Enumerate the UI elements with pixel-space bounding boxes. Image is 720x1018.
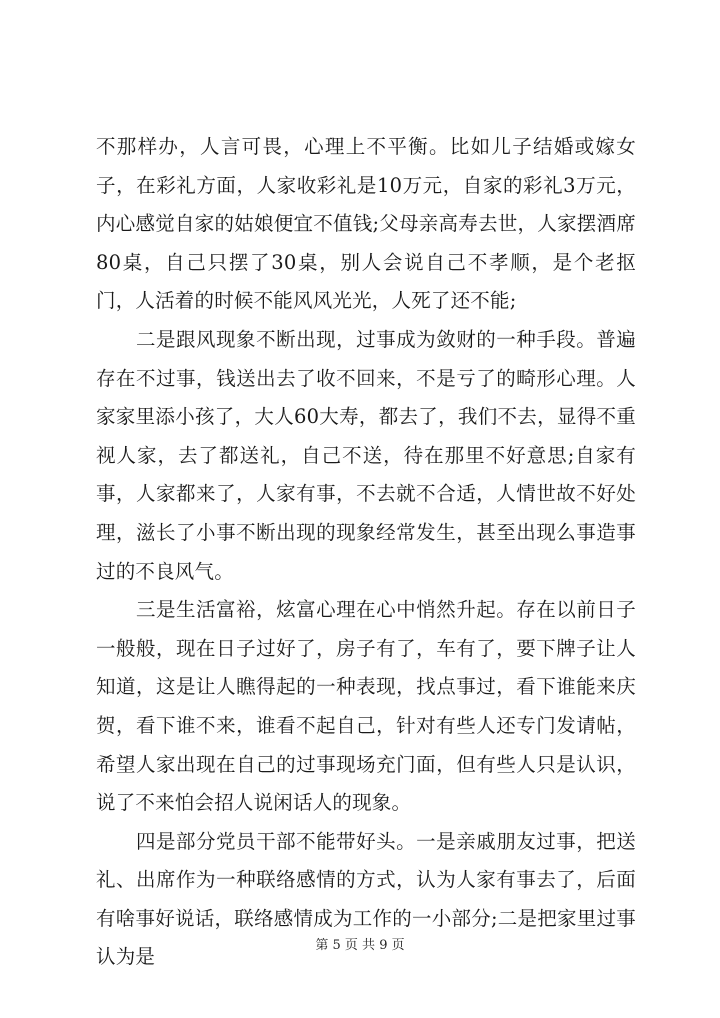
paragraph-point-two: 二是跟风现象不断出现，过事成为敛财的一种手段。普遍存在不过事，钱送出去了收不回来，不是亏了的畸形心理。人家家里添小孩了，大人60大寿，都去了，我们不去，显得不重视人家，去了都送礼，自己不送，待在那里不好意思;自家有事，人家都来了，人家有事，不去就不合适，人情世故不好处理，滋长了小事不断出现的现象经常发生，甚至出现么事造事过的不良风气。 [96,327,636,583]
document-body [96,128,636,977]
page-number-footer: 第 5 页 共 9 页 [315,938,405,953]
paragraph-point-three: 三是生活富裕，炫富心理在心中悄然升起。存在以前日子一般般，现在日子过好了，房子有了，车有了，要下牌子让人知道，这是让人瞧得起的一种表现，找点事过，看下谁能来庆贺，看下谁不来，谁看不起自己，针对有些人还专门发请帖，希望人家出现在自己的过事现场充门面，但有些人只是认识，说了不来怕会招人说闲话人的现象。 [96,598,636,815]
paragraph-continuation: 不那样办，人言可畏，心理上不平衡。比如儿子结婚或嫁女子，在彩礼方面，人家收彩礼是10万元，自家的彩礼3万元，内心感觉自家的姑娘便宜不值钱;父母亲高寿去世，人家摆酒席80桌，自己只摆了30桌，别人会说自己不孝顺，是个老抠门，人活着的时候不能风风光光，人死了还不能; [96,135,636,313]
paragraph-point-four: 四是部分党员干部不能带好头。一是亲戚朋友过事，把送礼、出席作为一种联络感情的方式，认为人家有事去了，后面有啥事好说话，联络感情成为工作的一小部分;二是把家里过事认为是 [96,829,636,969]
